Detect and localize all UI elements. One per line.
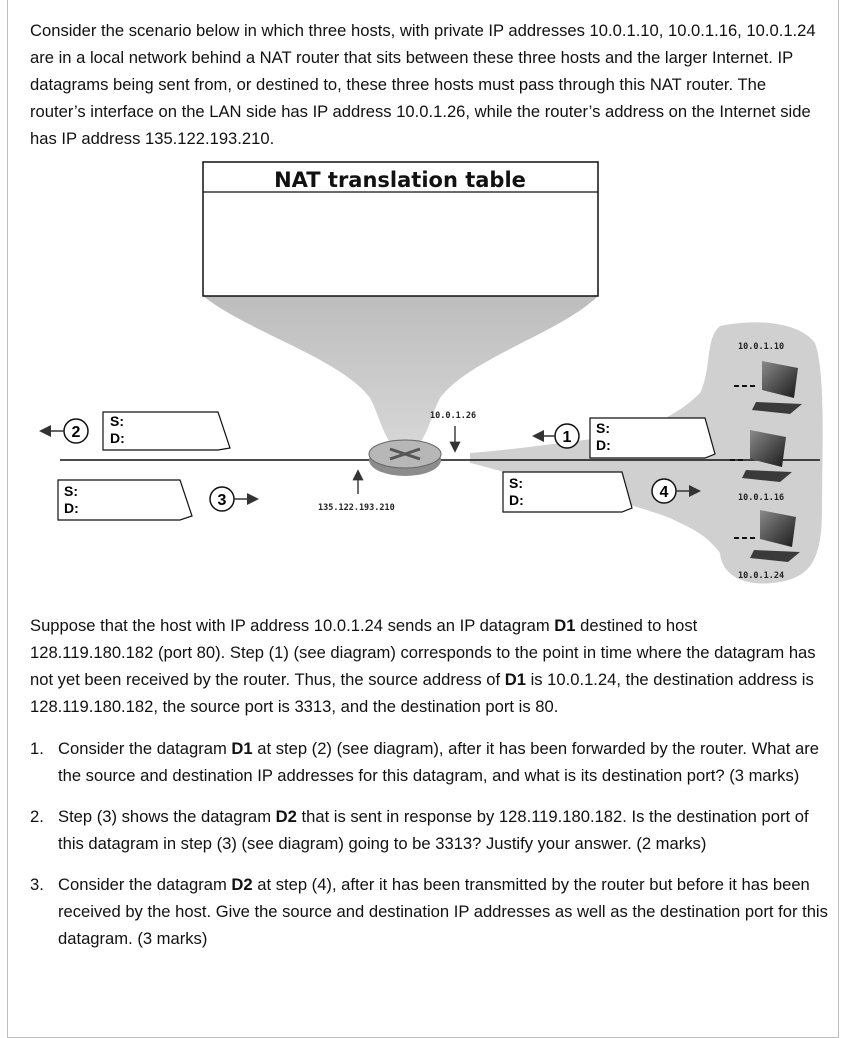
svg-text:S:: S: <box>509 475 523 491</box>
svg-text:D:: D: <box>509 492 524 508</box>
question-2: 2. Step (3) shows the datagram D2 that is sent in response by 128.119.180.182. Is the destination port of this datagram in step (3) (see diagram) going to be 3313? Justify your answer. (2 marks) <box>30 807 809 853</box>
question-list <box>30 735 830 966</box>
svg-text:S:: S: <box>64 483 78 499</box>
scenario-paragraph: Suppose that the host with IP address 10.0.1.24 sends an IP datagram D1 destined to host 128.119.180.182 (port 80). Step (1) (see diagram) corresponds to the point in time where the datagram has not yet been received by the router. Thus, the source address of D1 is 10.0.1.24, the destination address is 128.119.180.182, the source port is 3313, and the destination port is 80. <box>30 616 816 716</box>
datagram-step-3 <box>58 480 256 520</box>
svg-text:D:: D: <box>596 437 611 453</box>
nat-funnel <box>203 296 598 443</box>
router-wan-ip: 135.122.193.210 <box>318 503 395 513</box>
intro-paragraph: Consider the scenario below in which three hosts, with private IP addresses 10.0.1.10, 10.0.1.16, 10.0.1.24 are in a local network behind a NAT router that sits between these three hosts and the larger Internet. IP datagrams being sent from, or destined to, these three hosts must pass through this NAT router. The router’s interface on the LAN side has IP address 10.0.1.26, while the router’s address on the Internet side has IP address 135.122.193.210. <box>30 21 816 148</box>
nat-diagram <box>0 158 847 598</box>
nat-table-title: NAT translation table <box>274 168 526 192</box>
svg-text:D:: D: <box>64 500 79 516</box>
svg-text:4: 4 <box>659 484 669 501</box>
question-1: 1. Consider the datagram D1 at step (2) (see diagram), after it has been forwarded by the router. What are the source and destination IP addresses for this datagram, and what is its destination port? (3 marks) <box>30 739 819 785</box>
svg-text:3: 3 <box>217 492 227 509</box>
question-3: 3. Consider the datagram D2 at step (4), after it has been transmitted by the router but before it has been received by the host. Give the source and destination IP addresses as well as the destination port for this datagram. (3 marks) <box>30 875 828 948</box>
svg-text:1: 1 <box>562 429 572 446</box>
svg-text:10.0.1.10: 10.0.1.10 <box>738 342 785 352</box>
svg-text:D:: D: <box>110 430 125 446</box>
router-lan-ip: 10.0.1.26 <box>430 411 477 421</box>
svg-text:S:: S: <box>596 420 610 436</box>
nat-router <box>369 440 441 476</box>
svg-text:10.0.1.24: 10.0.1.24 <box>738 571 785 581</box>
svg-text:10.0.1.16: 10.0.1.16 <box>738 493 785 503</box>
datagram-step-2 <box>42 412 230 450</box>
svg-text:S:: S: <box>110 413 124 429</box>
svg-text:2: 2 <box>71 424 81 441</box>
